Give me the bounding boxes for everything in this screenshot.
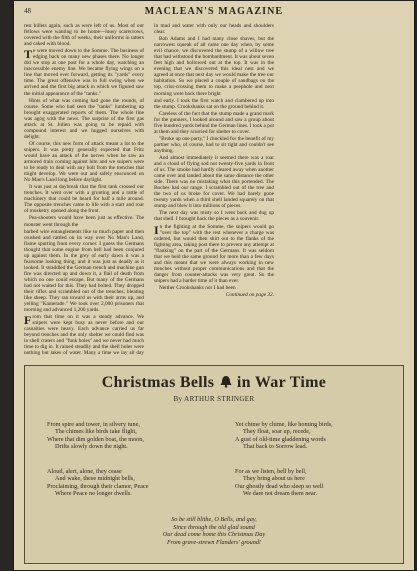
poem-line: And wake, these midnight bells, [55,475,135,483]
bell-icon [219,375,233,388]
poem-stanza-2 [235,421,333,450]
article-paragraph: Pea-shooters would have been just as effective. The monster went through the [24,215,144,228]
article-paragraph: Careless of the fact that the stump made a grand mark for the gunners, I looked around and saw a group about five hundred yards behind the German lines. I took a pot at them and they scurried for shelter to cover. [154,110,274,135]
poem-stanza-4 [235,468,323,497]
poem-line: From spire and tower, in silvery tune, [47,421,140,428]
drop-cap: F [24,313,32,328]
article-paragraph: Neither Crookshanks nor I had been [159,284,236,291]
article-paragraph: rest billets again, such as were left of us. Most of our fellows were wanting to be home—lousy scarecrows, covered with the filth of weeks, their uniforms in tatters and caked with blood. [24,23,144,48]
poem-line: From grave-strewn Flanders' ground! [167,538,261,546]
poem-line: They float, soar up, recede, [243,428,311,436]
article-paragraph: The next day was misty so I went back and dug up that shell. I brought back the pieces as a souvenir. [154,210,274,223]
article-paragraph: And almost immediately it seemed there was a roar and a cloud of flying sod not twenty-five yards in front of us. The smoke had hardly cleared away when another came over and landed about the same distance the other side. There was no mistaking what this portended. The Boches had our range. I scrambled out of the tree and the two of us broke for cover. We had barely gone twenty yards when a third shell landed squarely on that stump and blew it into millions of pieces. [154,154,274,210]
poem-line: We dare not dream them near. [243,489,318,497]
continued-note: Continued on page 32. [225,292,274,299]
poem-line: Our dead come home this Christmas Day [162,531,266,539]
article-paragraph: Of course, this new form of attack meant a lot to the snipers. It was pretty generally expected that Fritz would have an attack of the nerves when he saw an armored train coming against him and we snipers were to be ready to deal with any bolt from the trenches that might develop. We were out and safely ensconced on No Man's Land long before daylight. [24,140,144,184]
poem-line: Since through the old glad sound [173,523,255,531]
poem-title-part1: Christmas Bells [101,374,215,391]
magazine-page [14,1,414,570]
poem-line: Proclaiming, through their clamor, Peace [47,482,149,490]
poem-line: Our ghostly dead who sleep so well [235,482,324,490]
poem-line: For as we listen, bell by bell, [235,468,307,475]
drop-cap: I [154,222,159,237]
poem-stanza-1 [47,421,144,450]
poem-byline: By ARTHUR STRINGER [173,395,255,403]
drop-cap: T [24,47,33,62]
poem-line: Aloud, alert, alone, they cease [47,468,122,475]
poem-line: Drifts slowly down the night. [55,442,128,450]
article-body [24,23,404,363]
running-header [24,7,404,19]
magazine-title: MACLEAN'S MAGAZINE [144,6,284,17]
article-paragraph: and early. I took the first watch and clambered up into the stump. Crookshanks sat on the ground behind it. [154,97,274,110]
poem-stanza-3 [47,468,148,497]
poem-title [25,374,403,392]
poem-line: They bring about us here [243,475,305,483]
article-paragraph: Hints of what was coming had gone the rounds, of course. Some who had seen the "tanks" lumbering up brought exaggerated reports of them. The whole line was agog with the news. The surprise of the first gas attack at St. Julien was going to be repaid with compound interest and we hugged ourselves with delight. [24,97,144,140]
article-paragraph-text: e were moved down to the Somme. The business of edging back on many new phases there. No longer did we stop at one post for a whole day, watching an inaccessible enemy line. We became flying wings on a line that moved ever forward, getting its "yards" every time. The great offensive was in full swing when we arrived and the first big attack in which we figured saw the initial appearance of the "tanks." [24,48,144,97]
poem-line: That back to Sorrow lead. [243,442,308,450]
article-paragraph: barbed wire entanglements like so much paper and then crushed and rattled on its way over No Man's Land, flame spurting from every corner. I guess the Germans thought that some engine from hell had been conjured up against them. In the grey of early dawn it was a fearsome looking thing; and it was just as deadly as it looked. It straddled the German trench and machine gun fire was directed up and down it, a flail of death from which no one could escape. But many of the Germans had not waited for this. They had bolted. They dropped their rifles and scrambled out of the trenches, bleating like sheep. They ran toward us with their arms up, and yelling "Kamerade." We took over 2,000 prisoners that morning and advanced 1,200 yards. [24,228,144,314]
article-paragraph: Bob Adams and I had many close shaves, but the narrowest squeak of all came one day when, by some evil chance, we discovered the stump of a willow tree that had withstood the bombardment. It was about seven feet high and hollowed out at the top. It was in the evening that we discovered this ideal nest and we agreed at once that next day we would make the tree our habitation. So we placed a couple of sandbags on the top, criss-crossing them to make a peephole and next morning were back there bright [154,36,274,97]
poem-refrain [25,516,403,546]
article-paragraph [154,224,274,284]
poem-line: The chimes like birds take flight, [55,428,137,436]
poem-line: So be still blithe, O Bells, and gay, [171,516,257,523]
poem-line: Yet chime by chime, like homing birds, [235,421,333,428]
poem-line: Where that dim golden boat, the moon, [47,435,144,443]
page-number: 48 [24,7,31,15]
article-paragraph: "Broke up one party," I chuckled for the benefit of my partner who, of course, had to sit tight and couldn't see anything. [154,135,274,154]
poem-line: A gust of old-time gladdening words [235,435,326,443]
article-paragraph [24,48,144,96]
poem-line: Where Peace no longer dwells. [55,489,132,497]
article-paragraph-text: n the fighting at the Somme, the snipers would go "over the top" with the rest whenever a charge was ordered, but would then shirt out to the flanks of the fighting area, taking post there to prevent any attempt at "flanking" on the part of the Germans. It was seldom that we held the same ground for more than a few days and this meant that we were always working in new trenches without proper communications and that the danger from counter-attacks was very great. So the snipers had a harder time of it than ever. [154,223,274,284]
poem-box [24,365,404,564]
article-paragraph-text: rom that time on it was a steady advance. We snipers were kept busy as never before and our casualties were heavy. Each advance carried us far beyond trenches and the only shelter we could find was in shell craters and "funk holes" and we never had much time to dig in. It rained steadily and the shell holes were nothing but lakes of water. Many a time we lay all day in mud and water with only our heads and shoulders clear. [24,23,274,357]
poem-title-part2: in War Time [236,374,327,391]
article-paragraph: It was just at daybreak that the first tank crossed our trenches. It went over with a grunting and a rattle of machinery that could be heard for half a mile around. The opposite trenches came to life with a start and roar of musketry opened along the front. [24,184,144,215]
